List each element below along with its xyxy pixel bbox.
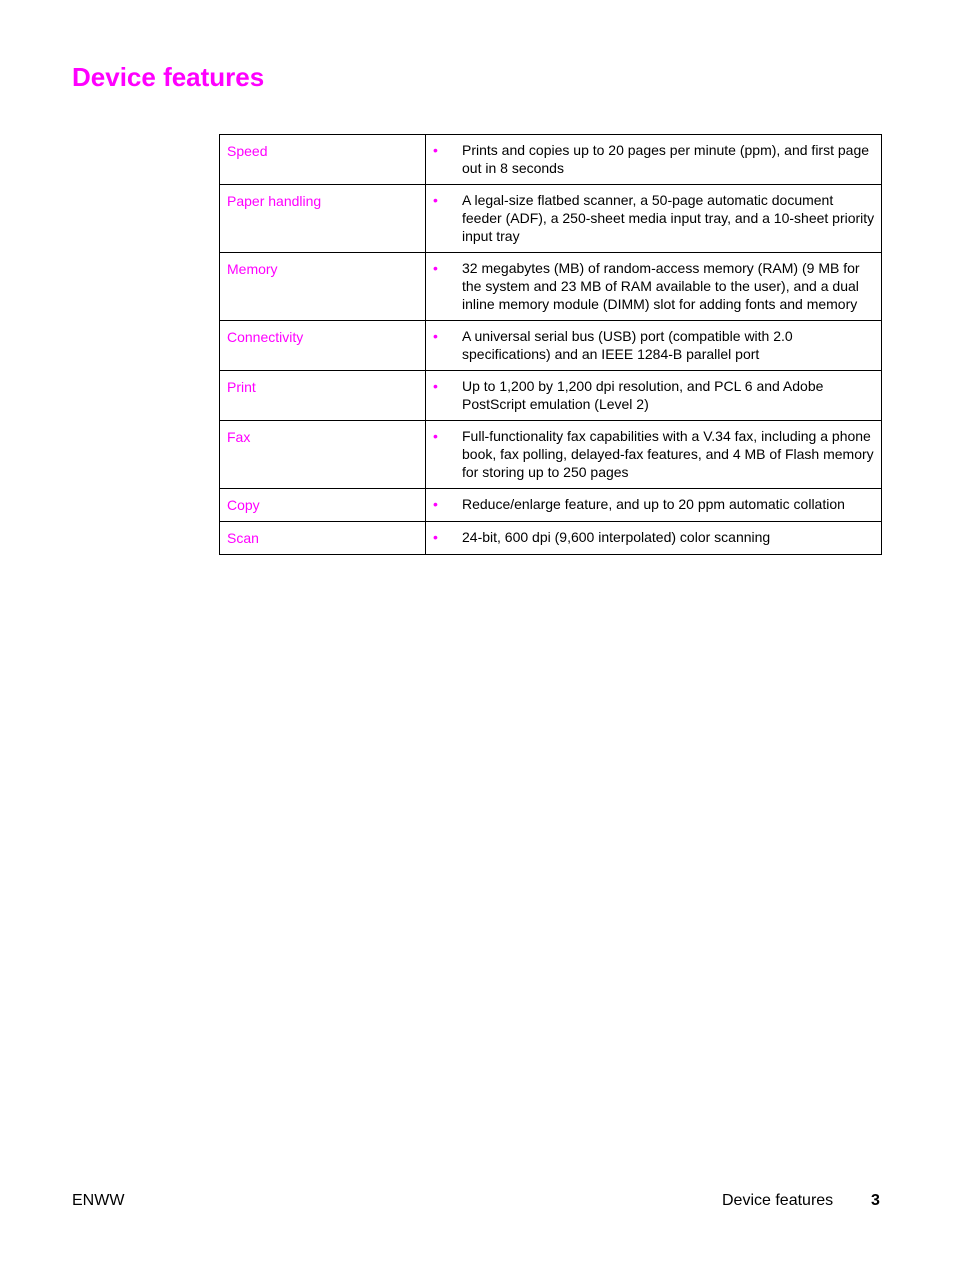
footer-left-label: ENWW [72, 1192, 125, 1209]
feature-label[interactable]: Connectivity [220, 321, 426, 371]
bullet-icon: • [433, 428, 438, 444]
feature-label[interactable]: Print [220, 371, 426, 421]
features-table [219, 134, 882, 555]
table-row [220, 522, 882, 555]
feature-description: Full-functionality fax capabilities with a V.34 fax, including a phone book, fax polling, delayed-fax features, and 4 MB of Flash memory for storing up to 250 pages [462, 428, 874, 480]
feature-label[interactable]: Paper handling [220, 185, 426, 253]
footer-section-title: Device features [722, 1192, 834, 1209]
feature-label[interactable]: Speed [220, 135, 426, 185]
page-title: Device features [72, 62, 265, 92]
table-row [220, 253, 882, 321]
feature-description: 32 megabytes (MB) of random-access memory (RAM) (9 MB for the system and 23 MB of RAM available to the user), and a dual inline memory module (DIMM) slot for adding fonts and memory [462, 260, 860, 312]
table-row [220, 321, 882, 371]
table-row [220, 489, 882, 522]
feature-description-cell [426, 135, 882, 185]
feature-label[interactable]: Fax [220, 421, 426, 489]
page-number: 3 [871, 1192, 880, 1209]
feature-description: Prints and copies up to 20 pages per minute (ppm), and first page out in 8 seconds [462, 142, 870, 176]
feature-description-cell [426, 321, 882, 371]
feature-description-cell [426, 522, 882, 555]
bullet-icon: • [433, 496, 438, 512]
feature-description-cell [426, 489, 882, 522]
feature-description: 24-bit, 600 dpi (9,600 interpolated) color scanning [462, 529, 771, 545]
bullet-icon: • [433, 378, 438, 394]
bullet-icon: • [433, 328, 438, 344]
feature-label[interactable]: Copy [220, 489, 426, 522]
table-row [220, 421, 882, 489]
feature-description-cell [426, 371, 882, 421]
bullet-icon: • [433, 260, 438, 276]
feature-description-cell [426, 421, 882, 489]
feature-description: Reduce/enlarge feature, and up to 20 ppm automatic collation [462, 496, 845, 512]
feature-description-cell [426, 253, 882, 321]
feature-label[interactable]: Scan [220, 522, 426, 555]
bullet-icon: • [433, 192, 438, 208]
table-row [220, 371, 882, 421]
feature-description: A legal-size flatbed scanner, a 50-page automatic document feeder (ADF), a 250-sheet media input tray, and a 10-sheet priority input tray [462, 192, 875, 244]
bullet-icon: • [433, 142, 438, 158]
table-row [220, 185, 882, 253]
table-row [220, 135, 882, 185]
feature-label[interactable]: Memory [220, 253, 426, 321]
feature-description-cell [426, 185, 882, 253]
feature-description: A universal serial bus (USB) port (compatible with 2.0 specifications) and an IEEE 1284-B parallel port [462, 328, 793, 362]
feature-description: Up to 1,200 by 1,200 dpi resolution, and PCL 6 and Adobe PostScript emulation (Level 2) [462, 378, 824, 412]
bullet-icon: • [433, 529, 438, 545]
